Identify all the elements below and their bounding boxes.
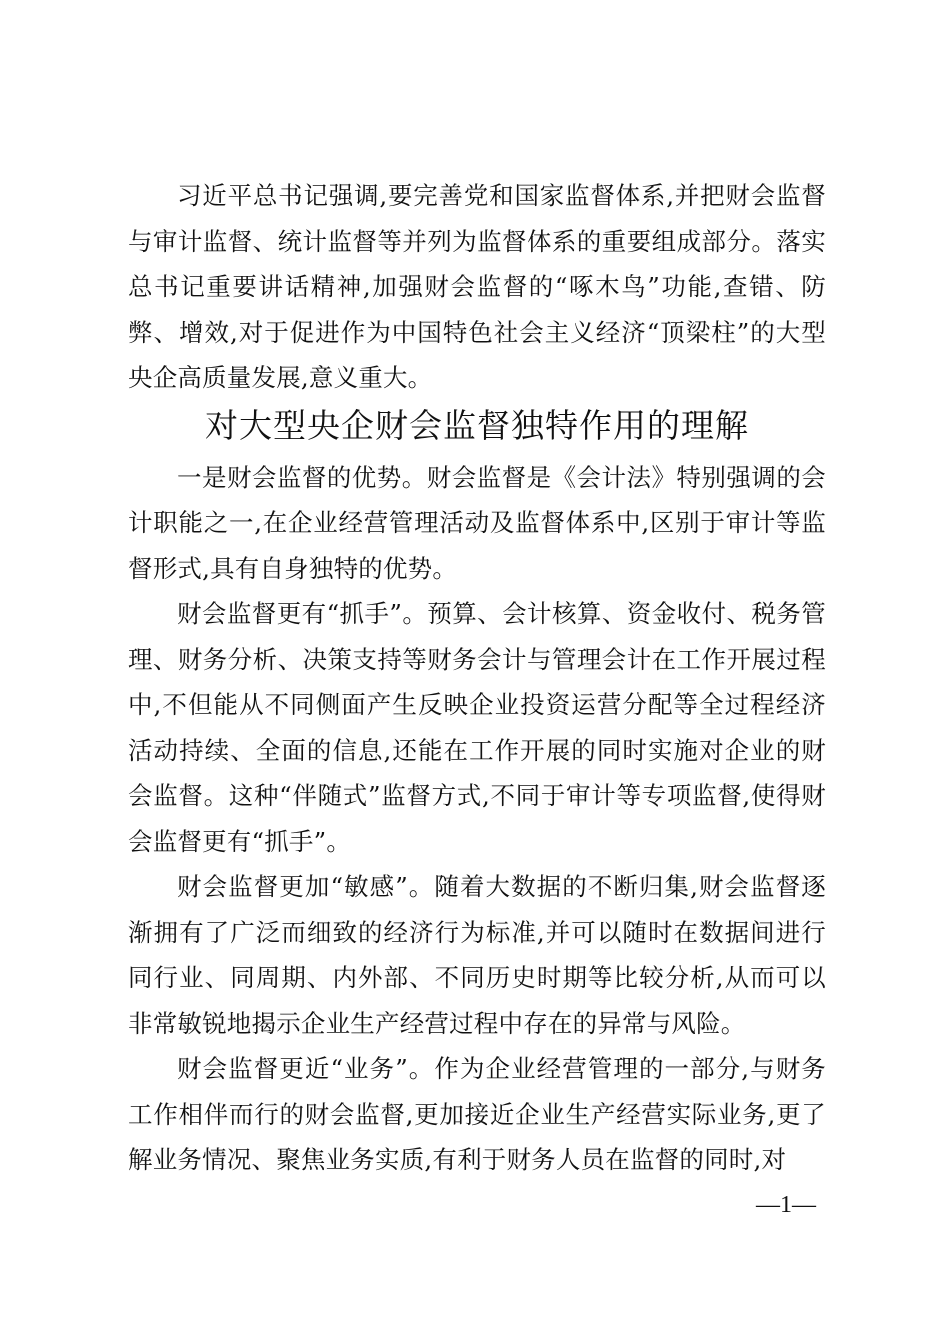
- document-body: [128, 173, 826, 1183]
- body-paragraph-4: 财会监督更近“业务”。作为企业经营管理的一部分,与财务工作相伴而行的财会监督,更加接近企业生产经营实际业务,更了解业务情况、聚焦业务实质,有利于财务人员在监督的同时,对: [128, 1054, 826, 1174]
- section-heading: 对大型央企财会监督独特作用的理解: [205, 405, 749, 445]
- body-paragraph-3: 财会监督更加“敏感”。随着大数据的不断归集,财会监督逐渐拥有了广泛而细致的经济行为标准,并可以随时在数据间进行同行业、同周期、内外部、不同历史时期等比较分析,从而可以非常敏锐地揭示企业生产经营过程中存在的异常与风险。: [128, 872, 826, 1038]
- page-number: —1—: [756, 1192, 816, 1218]
- body-paragraph-1: 一是财会监督的优势。财会监督是《会计法》特别强调的会计职能之一,在企业经营管理活动及监督体系中,区别于审计等监督形式,具有自身独特的优势。: [128, 462, 826, 583]
- intro-paragraph: 习近平总书记强调,要完善党和国家监督体系,并把财会监督与审计监督、统计监督等并列为监督体系的重要组成部分。落实总书记重要讲话精神,加强财会监督的“啄木鸟”功能,查错、防弊、增效,对于促进作为中国特色社会主义经济“顶梁柱”的大型央企高质量发展,意义重大。: [128, 181, 826, 392]
- body-paragraph-2: 财会监督更有“抓手”。预算、会计核算、资金收付、税务管理、财务分析、决策支持等财务会计与管理会计在工作开展过程中,不但能从不同侧面产生反映企业投资运营分配等全过程经济活动持续、全面的信息,还能在工作开展的同时实施对企业的财会监督。这种“伴随式”监督方式,不同于审计等专项监督,使得财会监督更有“抓手”。: [128, 599, 826, 856]
